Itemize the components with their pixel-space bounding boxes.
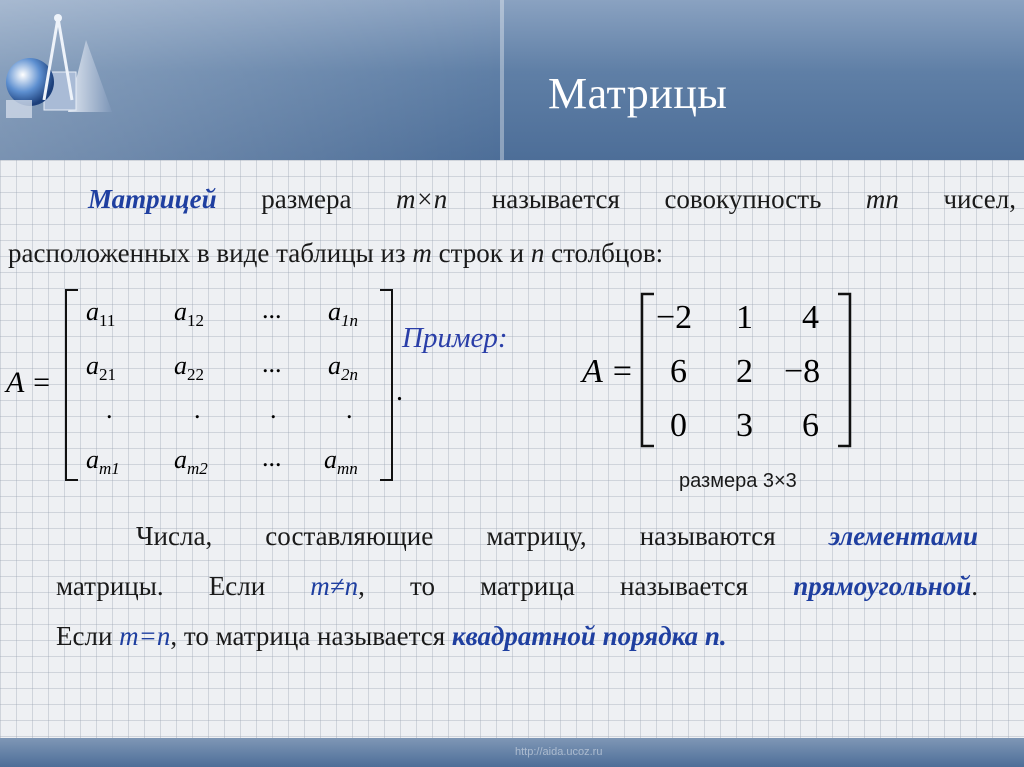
right-bracket (380, 290, 392, 480)
left-bracket (642, 294, 654, 446)
term-rectangular: прямоугольной (793, 571, 972, 601)
slide-footer (0, 738, 1024, 767)
footer-url: http://aida.ucoz.ru (515, 746, 603, 758)
cell-dots-2: ... (262, 349, 282, 378)
cell-r2c1: 6 (670, 353, 687, 390)
cell-r3c2: 3 (736, 407, 753, 444)
left-bracket (66, 290, 78, 480)
cell-a21: $a_{21}$ (86, 351, 116, 384)
cell-dot-33: . (270, 395, 277, 424)
cell-dots-4: ... (262, 443, 282, 472)
cell-a1n: $a_{1n}$ (328, 297, 358, 330)
header-divider (500, 0, 504, 160)
general-matrix-trailing: . (396, 376, 403, 407)
paragraph-line-1: Числа, составляющие матрицу, называются элементами (136, 521, 978, 551)
cell-a12: $a_{12}$ (174, 297, 204, 330)
cell-r2c2: 2 (736, 353, 753, 390)
definition-line-2: расположенных в виде таблицы из m строк и n столбцов: (8, 238, 664, 268)
cell-am1: $a_{m1}$ (86, 445, 120, 478)
term-matrix: Матрицей (88, 184, 217, 214)
cell-a22: $a_{22}$ (174, 351, 204, 384)
cell-r1c1: −2 (656, 299, 693, 336)
cell-r3c1: 0 (670, 407, 687, 444)
cell-r2c3: −8 (784, 353, 821, 390)
geometry-logo-icon (0, 0, 130, 140)
paragraph-line-3: Если m=n, то матрица называется квадратной порядка n. (56, 621, 727, 651)
cell-dot-34: . (346, 395, 353, 424)
cell-am2: $a_{m2}$ (174, 445, 208, 478)
example-matrix-lhs: A = (582, 353, 634, 390)
term-square: квадратной порядка n. (451, 621, 727, 651)
slide-header (0, 0, 1024, 160)
cell-dots-1: ... (262, 295, 282, 324)
cell-dot-31: . (106, 395, 113, 424)
general-matrix (0, 284, 420, 494)
cell-r1c3: 4 (802, 299, 819, 336)
example-label: Пример: (402, 322, 508, 354)
general-matrix-lhs: A = (6, 366, 52, 399)
cell-a11: $a_{11}$ (86, 297, 116, 330)
cell-a2n: $a_{2n}$ (328, 351, 358, 384)
cell-dot-32: . (194, 395, 201, 424)
definition-line-1: Матрицей размера m×n называется совокупность mn чисел, (88, 184, 1016, 214)
example-caption: размера 3×3 (679, 470, 797, 492)
slide-title: Матрицы (548, 69, 728, 118)
cell-r1c2: 1 (736, 299, 753, 336)
cell-r3c3: 6 (802, 407, 819, 444)
term-elements: элементами (828, 521, 978, 551)
example-matrix (576, 288, 866, 458)
paragraph-line-2: матрицы. Если m≠n, то матрица называется прямоугольной. (56, 571, 978, 601)
cell-amn: $a_{mn}$ (324, 445, 358, 478)
right-bracket (838, 294, 850, 446)
